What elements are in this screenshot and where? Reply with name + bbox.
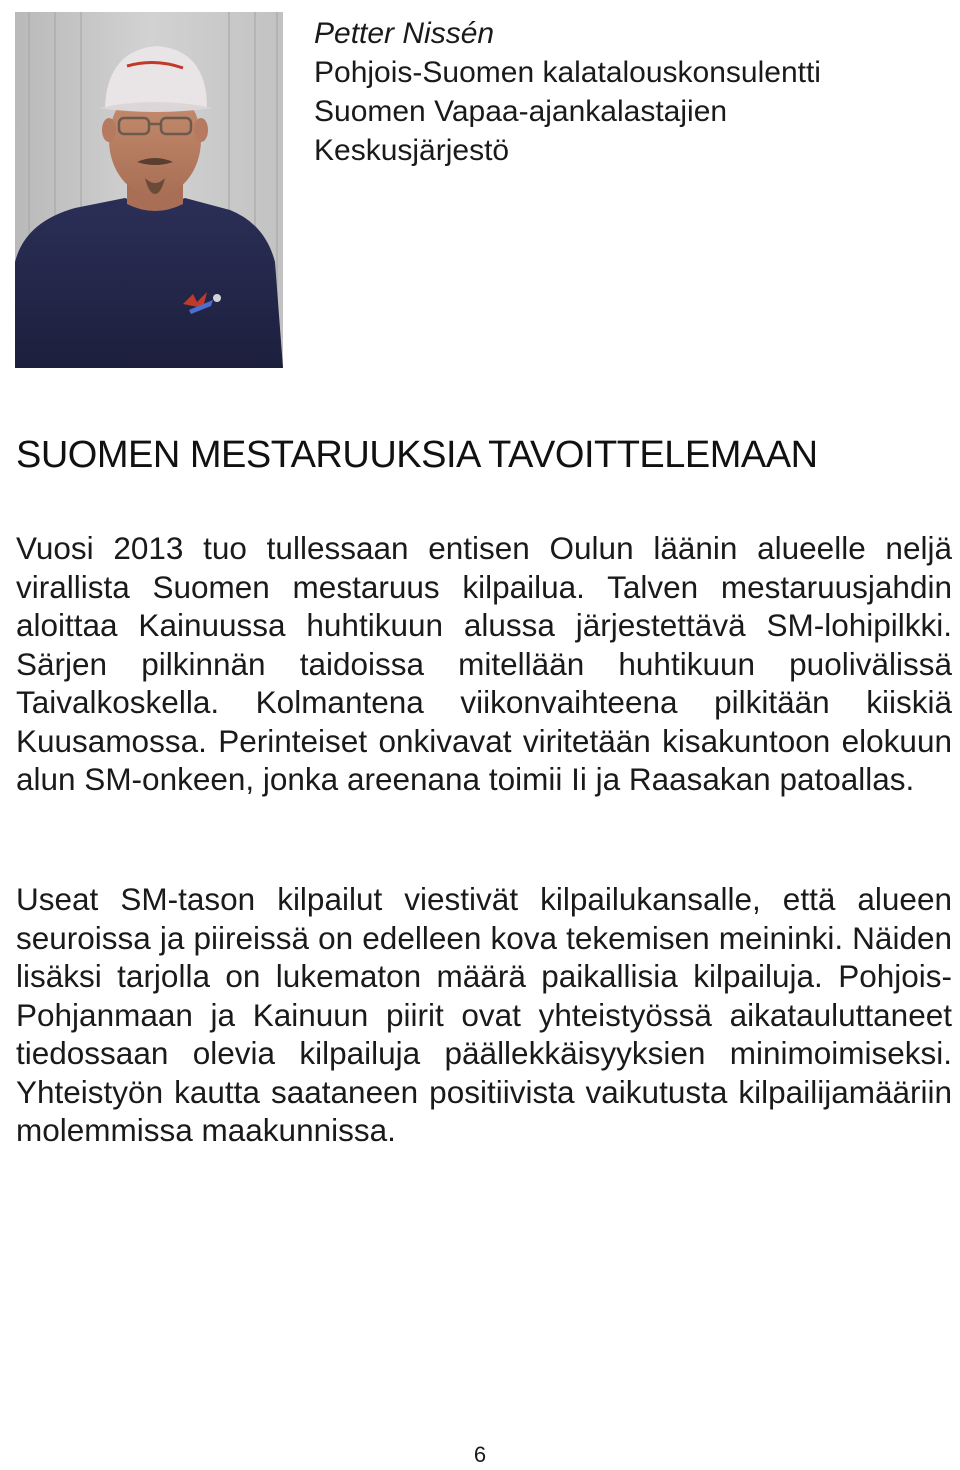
author-portrait-image [15, 12, 283, 368]
author-organization-line1: Suomen Vapaa-ajankalastajien [314, 95, 728, 128]
article-paragraph-1: Vuosi 2013 tuo tullessaan entisen Oulun läänin alueelle neljä virallista Suomen mestaruus kilpailua. Talven mestaruusjahdin aloittaa Kainuussa huhtikuun alussa järjestettävä SM-lohipilkki. Särjen pilkinnän taidoissa mitellään huhtikuun puolivälissä Taivalkoskella. Kolmantena viikonvaihteena pilkitään kiiskiä Kuusamossa. Perinteiset onkivavat viritetään kisakuntoon elokuun alun SM-onkeen, jonka areenana toimii Ii ja Raasakan patoallas. [16, 530, 952, 797]
page-number: 6 [473, 1442, 487, 1467]
article-paragraph-2: Useat SM-tason kilpailut viestivät kilpailukansalle, että alueen seuroissa ja piireissä on edelleen kova tekemisen meininki. Näiden lisäksi tarjolla on lukematon määrä paikallisia kilpailuja. Pohjois-Pohjanmaan ja Kainuun piirit ovat yhteistyössä aikatauluttaneet tiedossaan olevia kilpailuja päällekkäisyyksien minimoimiseksi. Yhteistyön kautta saataneen positiivista vaikutusta kilpailijamääriin molemmissa maakunnissa. [16, 881, 952, 1148]
author-organization-line2: Keskusjärjestö [314, 134, 510, 167]
article-headline: SUOMEN MESTARUUKSIA TAVOITTELEMAAN [16, 434, 818, 476]
author-name: Petter Nissén [314, 17, 495, 50]
author-byline [314, 14, 821, 170]
author-title: Pohjois-Suomen kalatalouskonsulentti [314, 56, 821, 89]
author-photo [15, 12, 283, 368]
